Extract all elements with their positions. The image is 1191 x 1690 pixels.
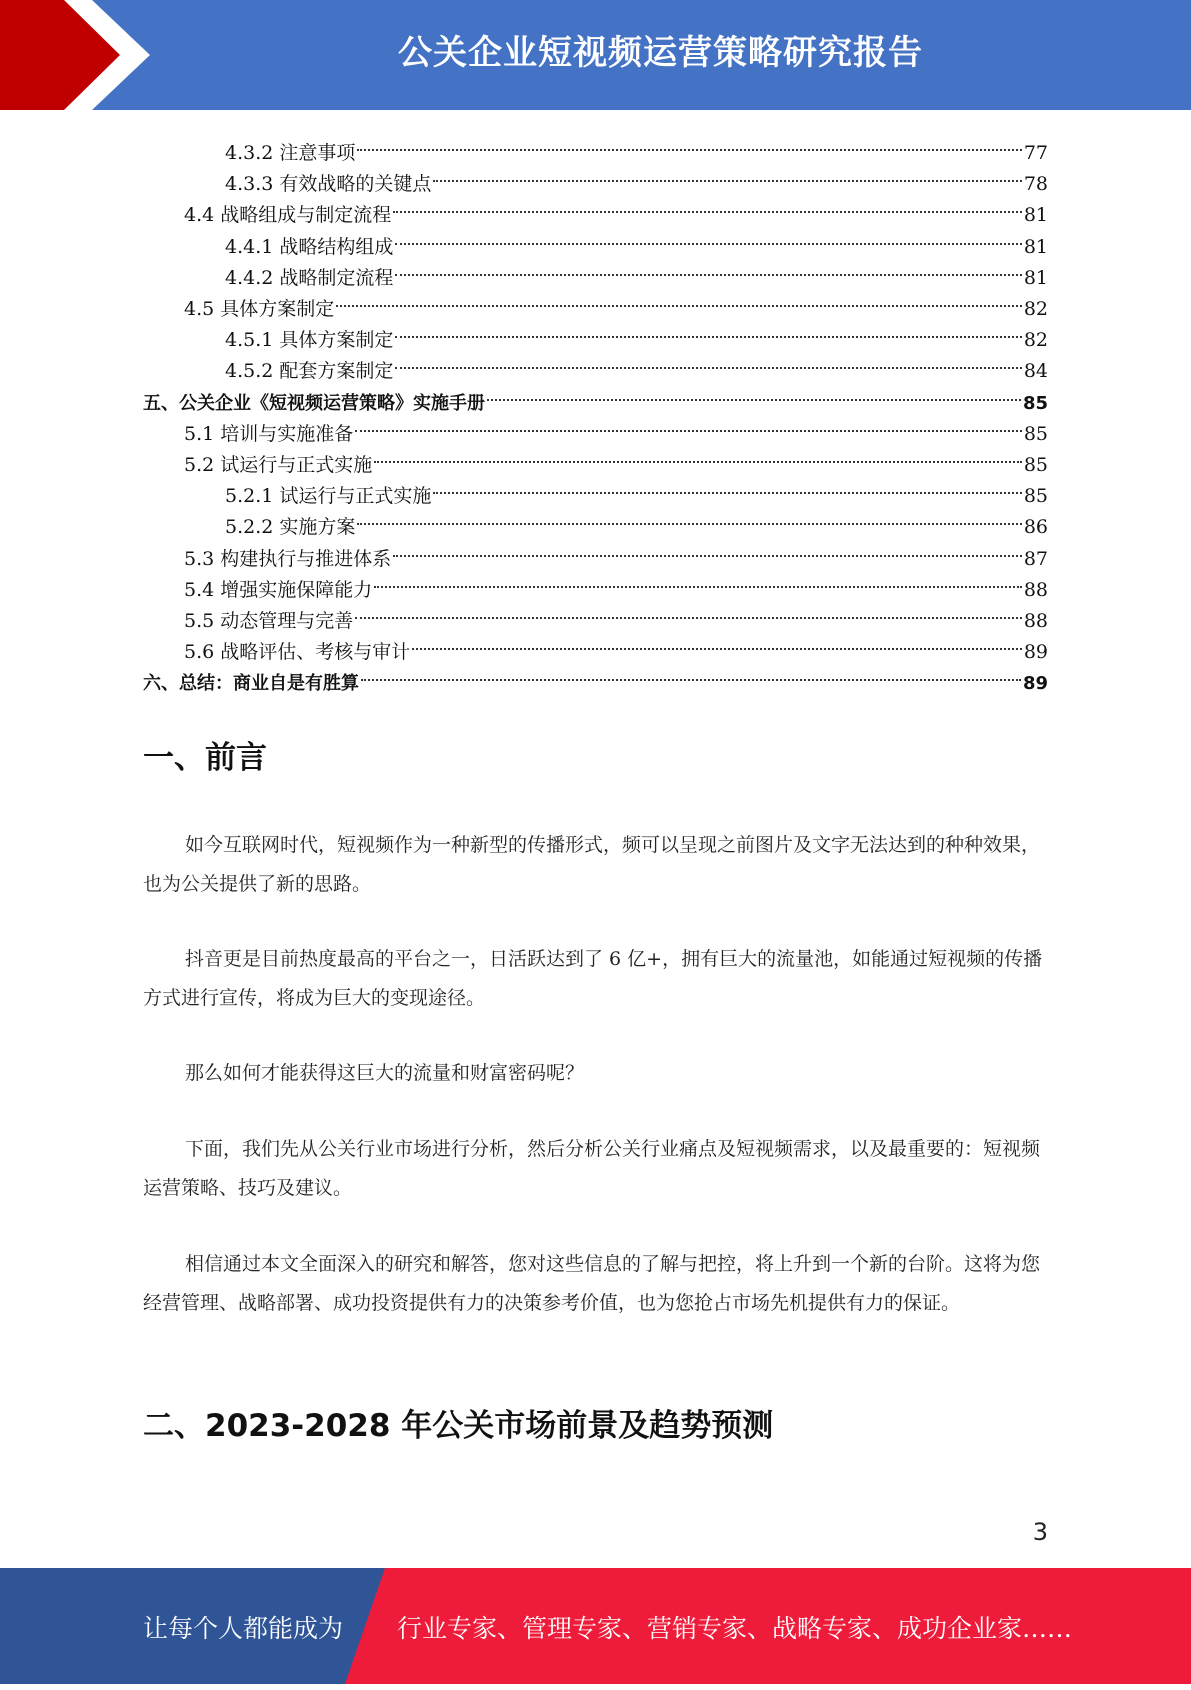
toc-leader-dots <box>412 627 1022 658</box>
toc-leader-dots <box>357 502 1021 533</box>
toc-entry-page: 85 <box>1023 422 1048 445</box>
toc-entry-label: 5.4 增强实施保障能力 <box>184 578 373 601</box>
toc-leader-dots <box>395 346 1021 377</box>
footer-slogan-right: 行业专家、管理专家、营销专家、战略专家、成功企业家…… <box>397 1614 1073 1643</box>
toc-entry-page: 87 <box>1023 547 1048 570</box>
toc-entry[interactable] <box>184 565 1048 601</box>
toc-leader-dots <box>357 128 1021 159</box>
toc-entry-page: 78 <box>1023 173 1048 196</box>
toc-entry-page: 85 <box>1023 485 1048 508</box>
toc-entry-page: 88 <box>1023 610 1048 632</box>
report-title: 公关企业短视频运营策略研究报告 <box>398 33 923 73</box>
toc-leader-dots <box>355 596 1022 627</box>
paragraph: 抖音更是目前热度最高的平台之一，日活跃达到了 6 亿+，拥有巨大的流量池，如能通过短视频的传播方式进行宣传，将成为巨大的变现途径。 <box>143 948 1043 1009</box>
toc-entry[interactable] <box>143 658 1048 695</box>
toc-entry[interactable] <box>225 502 1048 539</box>
toc-entry-label: 5.2 试运行与正式实施 <box>184 454 373 476</box>
toc-entry[interactable] <box>225 128 1048 164</box>
toc-entry-page: 89 <box>1023 641 1048 664</box>
section-heading-preface: 一、前言 <box>143 740 267 776</box>
toc-leader-dots <box>487 378 1021 409</box>
toc-entry-label: 五、公关企业《短视频运营策略》实施手册 <box>143 392 485 414</box>
paragraph: 下面，我们先从公关行业市场进行分析，然后分析公关行业痛点及短视频需求，以及最重要的：短视频运营策略、技巧及建议。 <box>143 1138 1041 1199</box>
toc-entry-label: 4.5.2 配套方案制定 <box>225 360 394 383</box>
toc-leader-dots <box>395 222 1021 253</box>
page-header <box>0 0 1191 110</box>
toc-entry[interactable] <box>143 378 1048 414</box>
toc-entry-label: 4.4.2 战略制定流程 <box>225 266 394 289</box>
toc-entry[interactable] <box>225 346 1048 383</box>
toc-entry[interactable] <box>225 315 1048 352</box>
page-number: 3 <box>1032 1518 1048 1546</box>
toc-leader-dots <box>395 253 1021 284</box>
footer-slogan-left: 让每个人都能成为 <box>143 1614 344 1643</box>
section-heading-market-forecast: 二、2023-2028 年公关市场前景及趋势预测 <box>143 1408 774 1444</box>
paragraph: 如今互联网时代，短视频作为一种新型的传播形式，频可以呈现之前图片及文字无法达到的种种效果，也为公关提供了新的思路。 <box>143 834 1041 895</box>
toc-entry-page: 82 <box>1023 329 1048 352</box>
toc-entry-page: 86 <box>1023 516 1048 539</box>
toc-entry-page: 82 <box>1023 298 1048 320</box>
toc-entry-label: 六、总结：商业自是有胜算 <box>143 673 359 695</box>
toc-leader-dots <box>393 190 1022 221</box>
paragraph: 那么如何才能获得这巨大的流量和财富密码呢？ <box>185 1062 585 1084</box>
toc-leader-dots <box>393 534 1022 565</box>
toc-entry-label: 4.3.3 有效战略的关键点 <box>225 173 432 196</box>
toc-entry-label: 4.4 战略组成与制定流程 <box>184 204 392 227</box>
toc-entry[interactable] <box>225 222 1048 258</box>
toc-leader-dots <box>395 315 1021 346</box>
toc-entry[interactable] <box>225 159 1048 196</box>
toc-entry-label: 4.4.1 战略结构组成 <box>225 235 394 258</box>
toc-leader-dots <box>433 159 1021 190</box>
toc-entry[interactable] <box>184 596 1048 632</box>
toc-entry[interactable] <box>225 471 1048 508</box>
toc-entry[interactable] <box>184 284 1048 320</box>
toc-entry-label: 5.6 战略评估、考核与审计 <box>184 641 411 664</box>
paragraph: 相信通过本文全面深入的研究和解答，您对这些信息的了解与把控，将上升到一个新的台阶。这将为您经营管理、战略部署、成功投资提供有力的决策参考价值，也为您抢占市场先机提供有力的保证。 <box>143 1253 1041 1314</box>
toc-entry[interactable] <box>184 440 1048 476</box>
toc-entry-label: 4.5 具体方案制定 <box>184 298 335 320</box>
toc-entry[interactable] <box>184 627 1048 664</box>
toc-entry-page: 81 <box>1023 204 1048 227</box>
toc-entry-label: 5.2.2 实施方案 <box>225 516 356 539</box>
toc-entry[interactable] <box>184 534 1048 570</box>
toc-leader-dots <box>374 440 1022 471</box>
toc-entry[interactable] <box>184 190 1048 227</box>
toc-entry-page: 85 <box>1022 392 1048 414</box>
toc-entry-page: 84 <box>1023 360 1048 383</box>
toc-entry-page: 89 <box>1022 673 1048 695</box>
toc-entry[interactable] <box>184 409 1048 445</box>
toc-leader-dots <box>374 565 1022 596</box>
toc-entry-label: 5.1 培训与实施准备 <box>184 422 354 445</box>
toc-entry-label: 4.5.1 具体方案制定 <box>225 329 394 352</box>
toc-leader-dots <box>361 658 1021 689</box>
toc-entry-page: 85 <box>1023 454 1048 476</box>
toc-entry[interactable] <box>225 253 1048 289</box>
toc-leader-dots <box>433 471 1021 502</box>
toc-leader-dots <box>355 409 1022 440</box>
toc-entry-page: 81 <box>1023 266 1048 289</box>
page-footer <box>0 1568 1191 1684</box>
toc-entry-page: 88 <box>1023 578 1048 601</box>
toc-entry-label: 5.5 动态管理与完善 <box>184 610 354 632</box>
toc-entry-label: 5.2.1 试运行与正式实施 <box>225 485 432 508</box>
toc-entry-label: 5.3 构建执行与推进体系 <box>184 547 392 570</box>
toc-entry-page: 77 <box>1023 142 1048 164</box>
toc-leader-dots <box>336 284 1022 315</box>
toc-entry-page: 81 <box>1023 235 1048 258</box>
toc-entry-label: 4.3.2 注意事项 <box>225 142 356 164</box>
